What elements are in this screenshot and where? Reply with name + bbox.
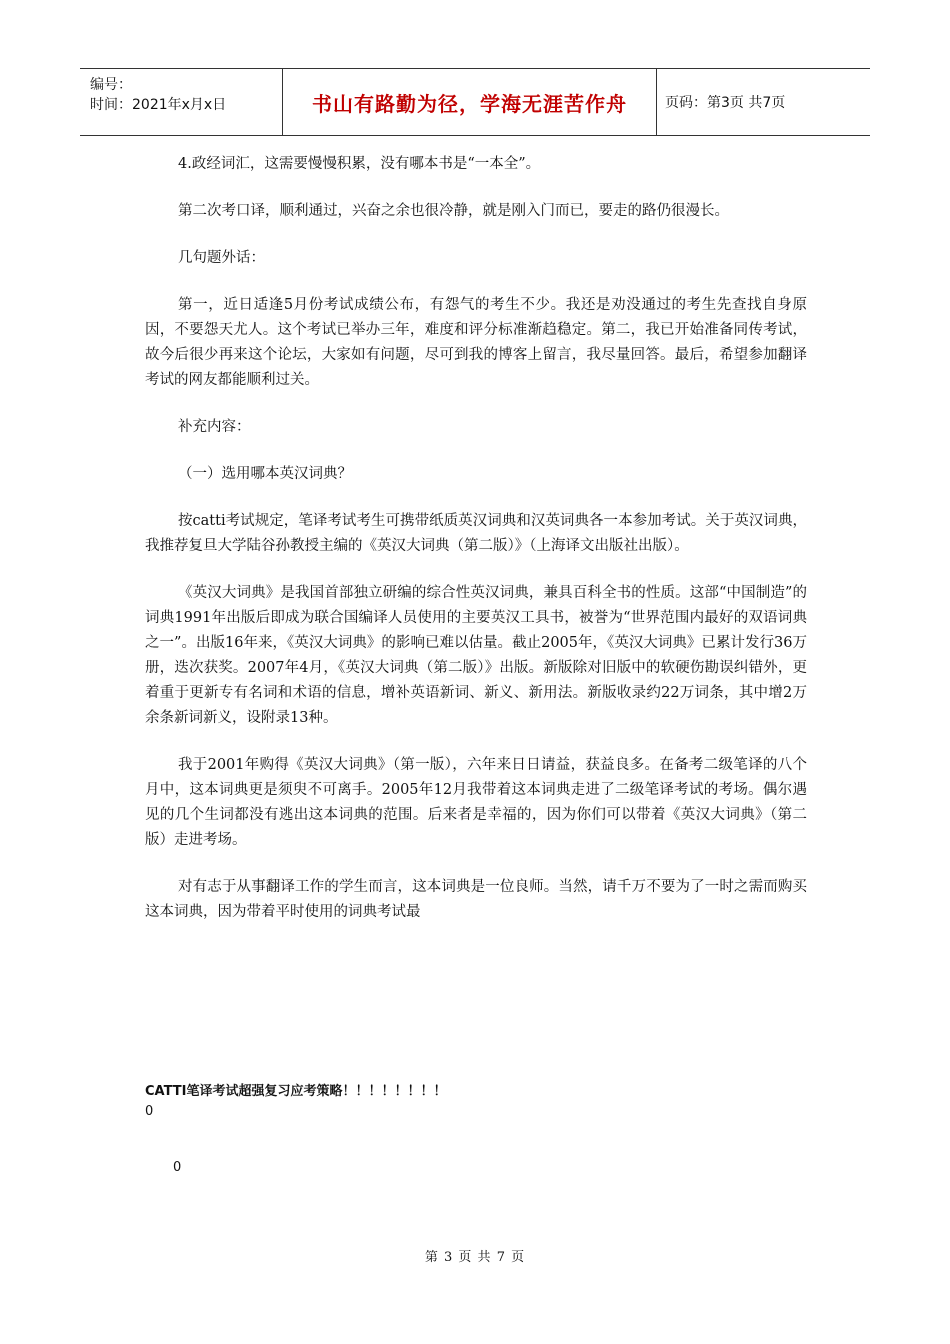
paragraph: 4.政经词汇，这需要慢慢积累，没有哪本书是“一本全”。: [178, 156, 541, 172]
paragraph: 按catti考试规定，笔译考试考生可携带纸质英汉词典和汉英词典各一本参加考试。关于英汉词典，我推荐复旦大学陆谷孙教授主编的《英汉大词典（第二版）》（上海译文出版社出版）。: [145, 513, 807, 554]
paragraph: 第一，近日适逢5月份考试成绩公布，有怨气的考生不少。我还是劝没通过的考生先查找自身原因，不要怨天尤人。这个考试已举办三年，难度和评分标准渐趋稳定。第二，我已开始准备同传考试，故今后很少再来这个论坛，大家如有问题，尽可到我的博客上留言，我尽量回答。最后，希望参加翻译考试的网友都能顺利过关。: [145, 297, 807, 388]
footer-title: CATTI笔译考试超强复习应考策略！！！！！！！！: [145, 1084, 447, 1099]
header-number-label: 编号：: [90, 77, 132, 93]
header-page-info: 页码：第3页 共7页: [665, 95, 786, 111]
paragraph: 第二次考口译，顺利通过，兴奋之余也很冷静，就是刚入门而已，要走的路仍很漫长。: [178, 203, 729, 219]
page-number: 第 3 页 共 7 页: [424, 1250, 526, 1265]
header-motto: 书山有路勤为径，学海无涯苦作舟: [312, 91, 627, 116]
footer-block: [145, 1082, 447, 1175]
paragraph: 几句题外话：: [178, 250, 265, 266]
paragraph: 补充内容：: [178, 419, 251, 435]
footer-zero-a: 0: [145, 1104, 154, 1119]
header-time-label: 时间：2021年x月x日: [90, 97, 227, 113]
document-body: [145, 152, 807, 925]
paragraph: 《英汉大词典》是我国首部独立研编的综合性英汉词典，兼具百科全书的性质。这部“中国制造”的词典1991年出版后即成为联合国编译人员使用的主要英汉工具书，被誉为“世界范围内最好的双语词典之一”。出版16年来，《英汉大词典》的影响已难以估量。截止2005年，《英汉大词典》已累计发行36万册，迭次获奖。2007年4月，《英汉大词典（第二版）》出版。新版除对旧版中的软硬伤勘误纠错外，更着重于更新专有名词和术语的信息，增补英语新词、新义、新用法。新版收录约22万词条，其中增2万余条新词新义，设附录13种。: [145, 585, 807, 726]
section-heading: （一）选用哪本英汉词典？: [178, 466, 352, 482]
paragraph: 我于2001年购得《英汉大词典》（第一版），六年来日日请益，获益良多。在备考二级笔译的八个月中，这本词典更是须臾不可离手。2005年12月我带着这本词典走进了二级笔译考试的考场。偶尔遇见的几个生词都没有逃出这本词典的范围。后来者是幸福的，因为你们可以带着《英汉大词典》（第二版）走进考场。: [145, 757, 807, 848]
footer-zero-b: 0: [173, 1160, 182, 1175]
paragraph: 对有志于从事翻译工作的学生而言，这本词典是一位良师。当然，请千万不要为了一时之需而购买这本词典，因为带着平时使用的词典考试最: [145, 879, 807, 920]
page-header: [80, 68, 870, 136]
header-meta: [80, 69, 282, 135]
header-motto-cell: [282, 69, 657, 135]
